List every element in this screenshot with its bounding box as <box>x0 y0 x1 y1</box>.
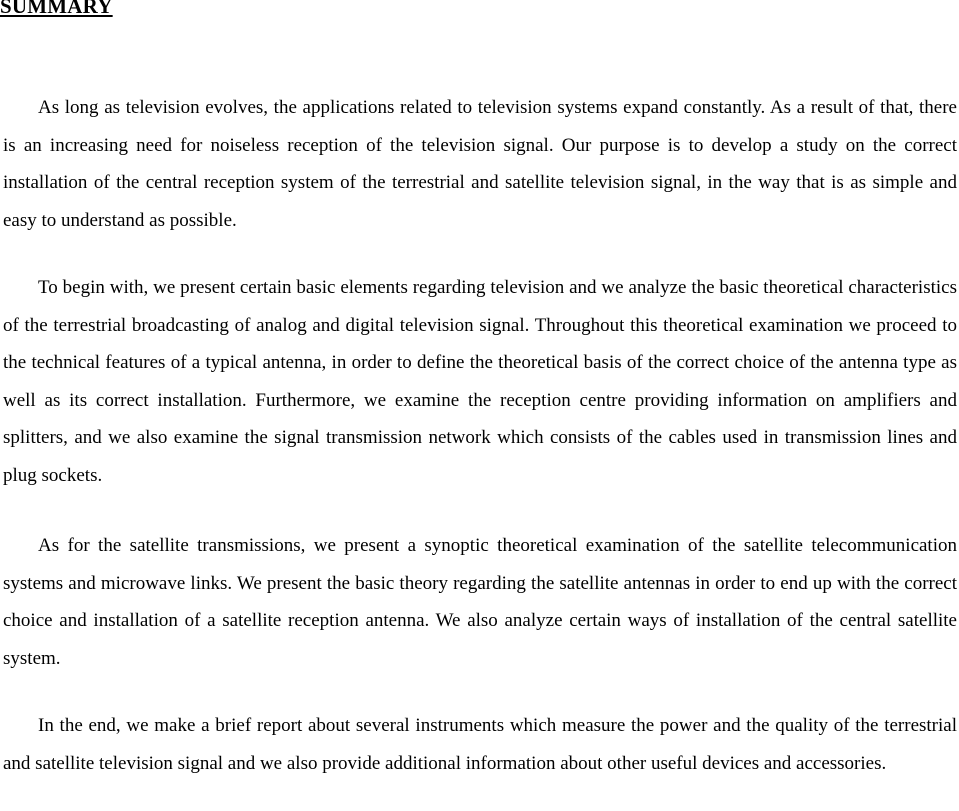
paragraph-terrestrial: To begin with, we present certain basic elements regarding television and we analyze the basic theoretical characteristics of the terrestrial broadcasting of analog and digital television signal. Throughout this theoretical examination we proceed to the technical features of a typical antenna, in order to define the theoretical basis of the correct choice of the antenna type as well as its correct installation. Furthermore, we examine the reception centre providing information on amplifiers and splitters, and we also examine the signal transmission network which consists of the cables used in transmission lines and plug sockets. <box>3 277 957 486</box>
paragraph-satellite: As for the satellite transmissions, we present a synoptic theoretical examination of the satellite telecommunication systems and microwave links. We present the basic theory regarding the satellite antennas in order to end up with the correct choice and installation of a satellite reception antenna. We also analyze certain ways of installation of the central satellite system. <box>3 535 957 669</box>
summary-heading: SUMMARY <box>0 0 113 18</box>
paragraph-conclusion: In the end, we make a brief report about several instruments which measure the power and the quality of the terrestrial and satellite television signal and we also provide additional information about other useful devices and accessories. <box>3 715 957 774</box>
paragraph-intro: As long as television evolves, the applications related to television systems expand constantly. As a result of that, there is an increasing need for noiseless reception of the television signal. Our purpose is to develop a study on the correct installation of the central reception system of the terrestrial and satellite television signal, in the way that is as simple and easy to understand as possible. <box>3 97 957 231</box>
